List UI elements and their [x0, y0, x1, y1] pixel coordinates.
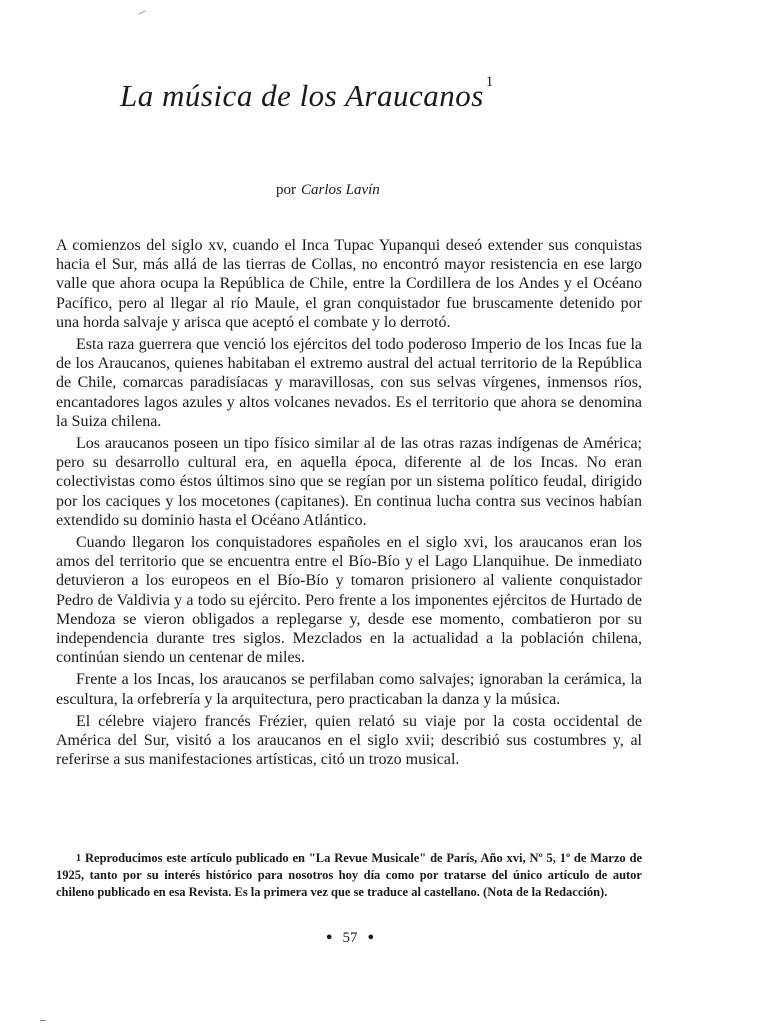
scan-speck	[138, 10, 146, 14]
footnote-text: Reproducimos este artículo publicado en "La Revue Musicale" de París, Año xvi, Nº 5, 1º de Marzo de 1925, tanto por su interés histórico para nosotros hoy día como por tratarse del único artículo de autor chileno publicado en esa Revista. Es la primera vez que se traduce al castellano. (Nota de la Redacción).	[56, 851, 642, 899]
article-title	[120, 74, 580, 114]
paragraph: Frente a los Incas, los araucanos se perfilaban como salvajes; ignoraban la cerámica, la escultura, la orfebrería y la arquitectura, pero practicaban la danza y la música.	[56, 671, 642, 708]
paragraph: A comienzos del siglo xv, cuando el Inca Tupac Yupanqui deseó extender sus conquistas hacia el Sur, más allá de las tierras de Collas, no encontró mayor resistencia en ese largo valle que ahora ocupa la República de Chile, entre la Cordillera de los Andes y el Océano Pacífico, pero al llegar al río Maule, el gran conquistador fue bruscamente detenido por una horda salvaje y arisca que aceptó el combate y lo derrotó.	[56, 237, 642, 331]
paragraph: El célebre viajero francés Frézier, quien relató su viaje por la costa occidental de América del Sur, visitó a los araucanos en el siglo xvii; describió sus costumbres y, al referirse a sus manifestaciones artísticas, citó un trozo musical.	[56, 712, 642, 769]
footnote-paragraph	[56, 850, 642, 901]
paragraph: Cuando llegaron los conquistadores españoles en el siglo xvi, los araucanos eran los amos del territorio que se encuentra entre el Bío-Bío y el Lago Llanquihue. De inmediato detuvieron a los europeos en el Bío-Bío y tomaron prisionero al valiente conquistador Pedro de Valdivia y a todo su ejército. Pero frente a los imponentes ejércitos de Hurtado de Mendoza se vieron obligados a replegarse y, desde ese momento, combatieron por su independencia durante tres siglos. Mezclados en la actualidad a la población chilena, continúan siendo un centenar de miles.	[56, 534, 642, 667]
page-number	[300, 930, 400, 947]
title-footnote-marker: 1	[485, 74, 494, 90]
article-body	[56, 236, 642, 772]
page-number-text: 57	[342, 930, 358, 946]
byline-author: Carlos Lavín	[301, 182, 380, 198]
page-number-ornament-right: ●	[367, 931, 375, 943]
footnote-marker: 1	[76, 853, 81, 864]
footnote	[56, 850, 642, 901]
paragraph: Esta raza guerrera que venció los ejércitos del todo poderoso Imperio de los Incas fue la de los Araucanos, quienes habitaban el extremo austral del actual territorio de la República de Chile, comarcas paradisíacas y maravillosas, con sus selvas vírgenes, inmensos ríos, encantadores lagos azules y altos volcanes nevados. Es el territorio que ahora se denomina la Suiza chilena.	[56, 336, 642, 430]
paragraph: Los araucanos poseen un tipo físico similar al de las otras razas indígenas de América; pero su desarrollo cultural era, en aquella época, diferente al de los Incas. No eran colectivistas como éstos últimos sino que se regían por un sistema político feudal, dirigido por los caciques y los mocetones (capitanes). En continua lucha contra sus vecinos habían extendido su dominio hasta el Océano Atlántico.	[56, 435, 642, 529]
scan-speck	[40, 1020, 46, 1021]
byline	[276, 182, 380, 199]
byline-prefix: por	[276, 182, 296, 198]
page-number-ornament-left: ●	[325, 931, 333, 943]
article-title-text: La música de los Araucanos	[120, 78, 484, 113]
